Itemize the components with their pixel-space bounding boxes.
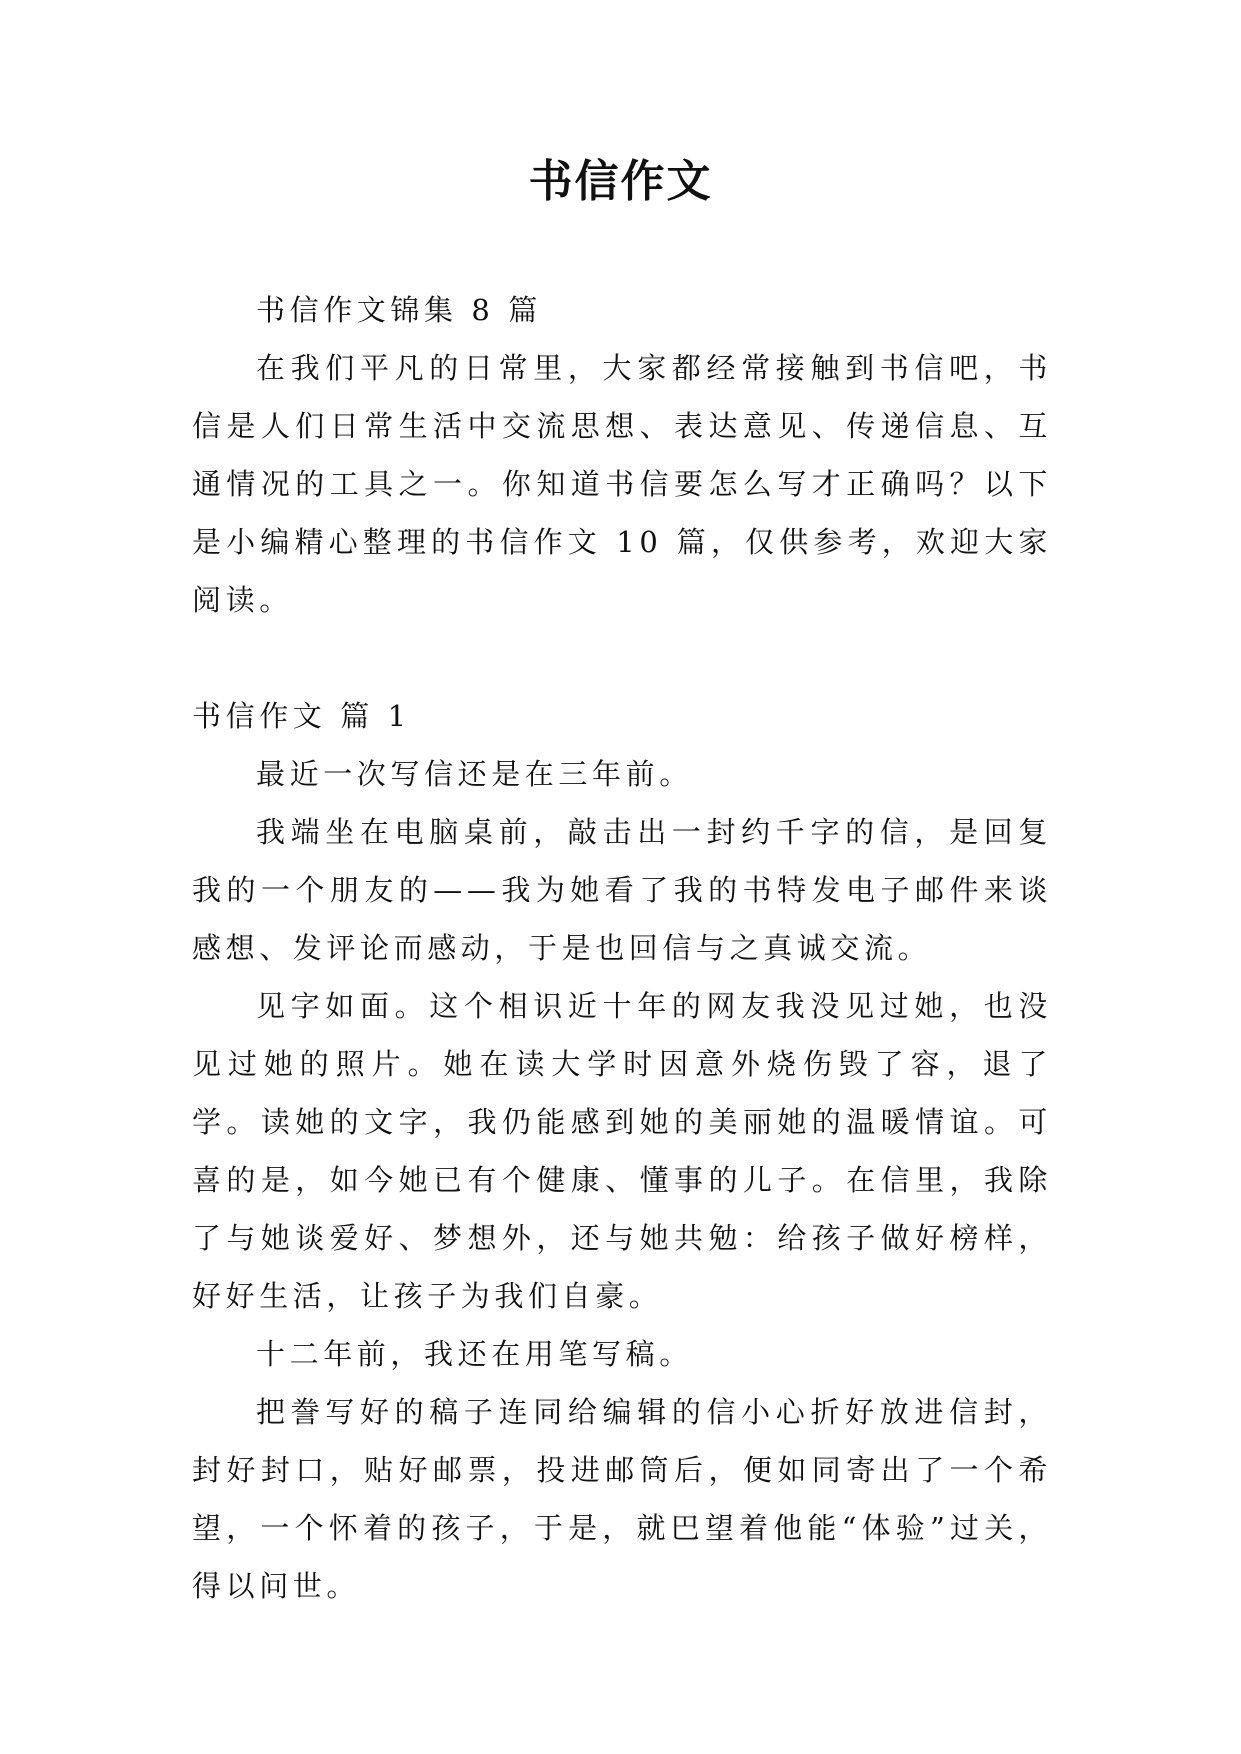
section-paragraph-4: 十二年前，我还在用笔写稿。 — [256, 1337, 693, 1371]
section-heading: 书信作文 篇 1 — [192, 699, 411, 733]
intro-paragraph: 在我们平凡的日常里，大家都经常接触到书信吧，书信是人们日常生活中交流思想、表达意见、传递信息、互通情况的工具之一。你知道书信要怎么写才正确吗？以下是小编精心整理的书信作文 10 篇，仅供参考，欢迎大家阅读。 — [192, 351, 1052, 617]
document-title: 书信作文 — [528, 156, 713, 207]
section-paragraph-3: 见字如面。这个相识近十年的网友我没见过她，也没见过她的照片。她在读大学时因意外烧伤毁了容，退了学。读她的文字，我仍能感到她的美丽她的温暖情谊。可喜的是，如今她已有个健康、懂事的儿子。在信里，我除了与她谈爱好、梦想外，还与她共勉：给孩子做好榜样，好好生活，让孩子为我们自豪。 — [192, 989, 1052, 1313]
section-paragraph-2: 我端坐在电脑桌前，敲击出一封约千字的信，是回复我的一个朋友的——我为她看了我的书特发电子邮件来谈感想、发评论而感动，于是也回信与之真诚交流。 — [192, 815, 1052, 965]
section-paragraph-5: 把誊写好的稿子连同给编辑的信小心折好放进信封，封好封口，贴好邮票，投进邮筒后，便如同寄出了一个希望，一个怀着的孩子，于是，就巴望着他能“体验”过关，得以问世。 — [192, 1395, 1052, 1603]
section-paragraph-1: 最近一次写信还是在三年前。 — [256, 757, 693, 791]
document-body — [192, 281, 1052, 1615]
intro-subtitle: 书信作文锦集 8 篇 — [256, 293, 542, 327]
